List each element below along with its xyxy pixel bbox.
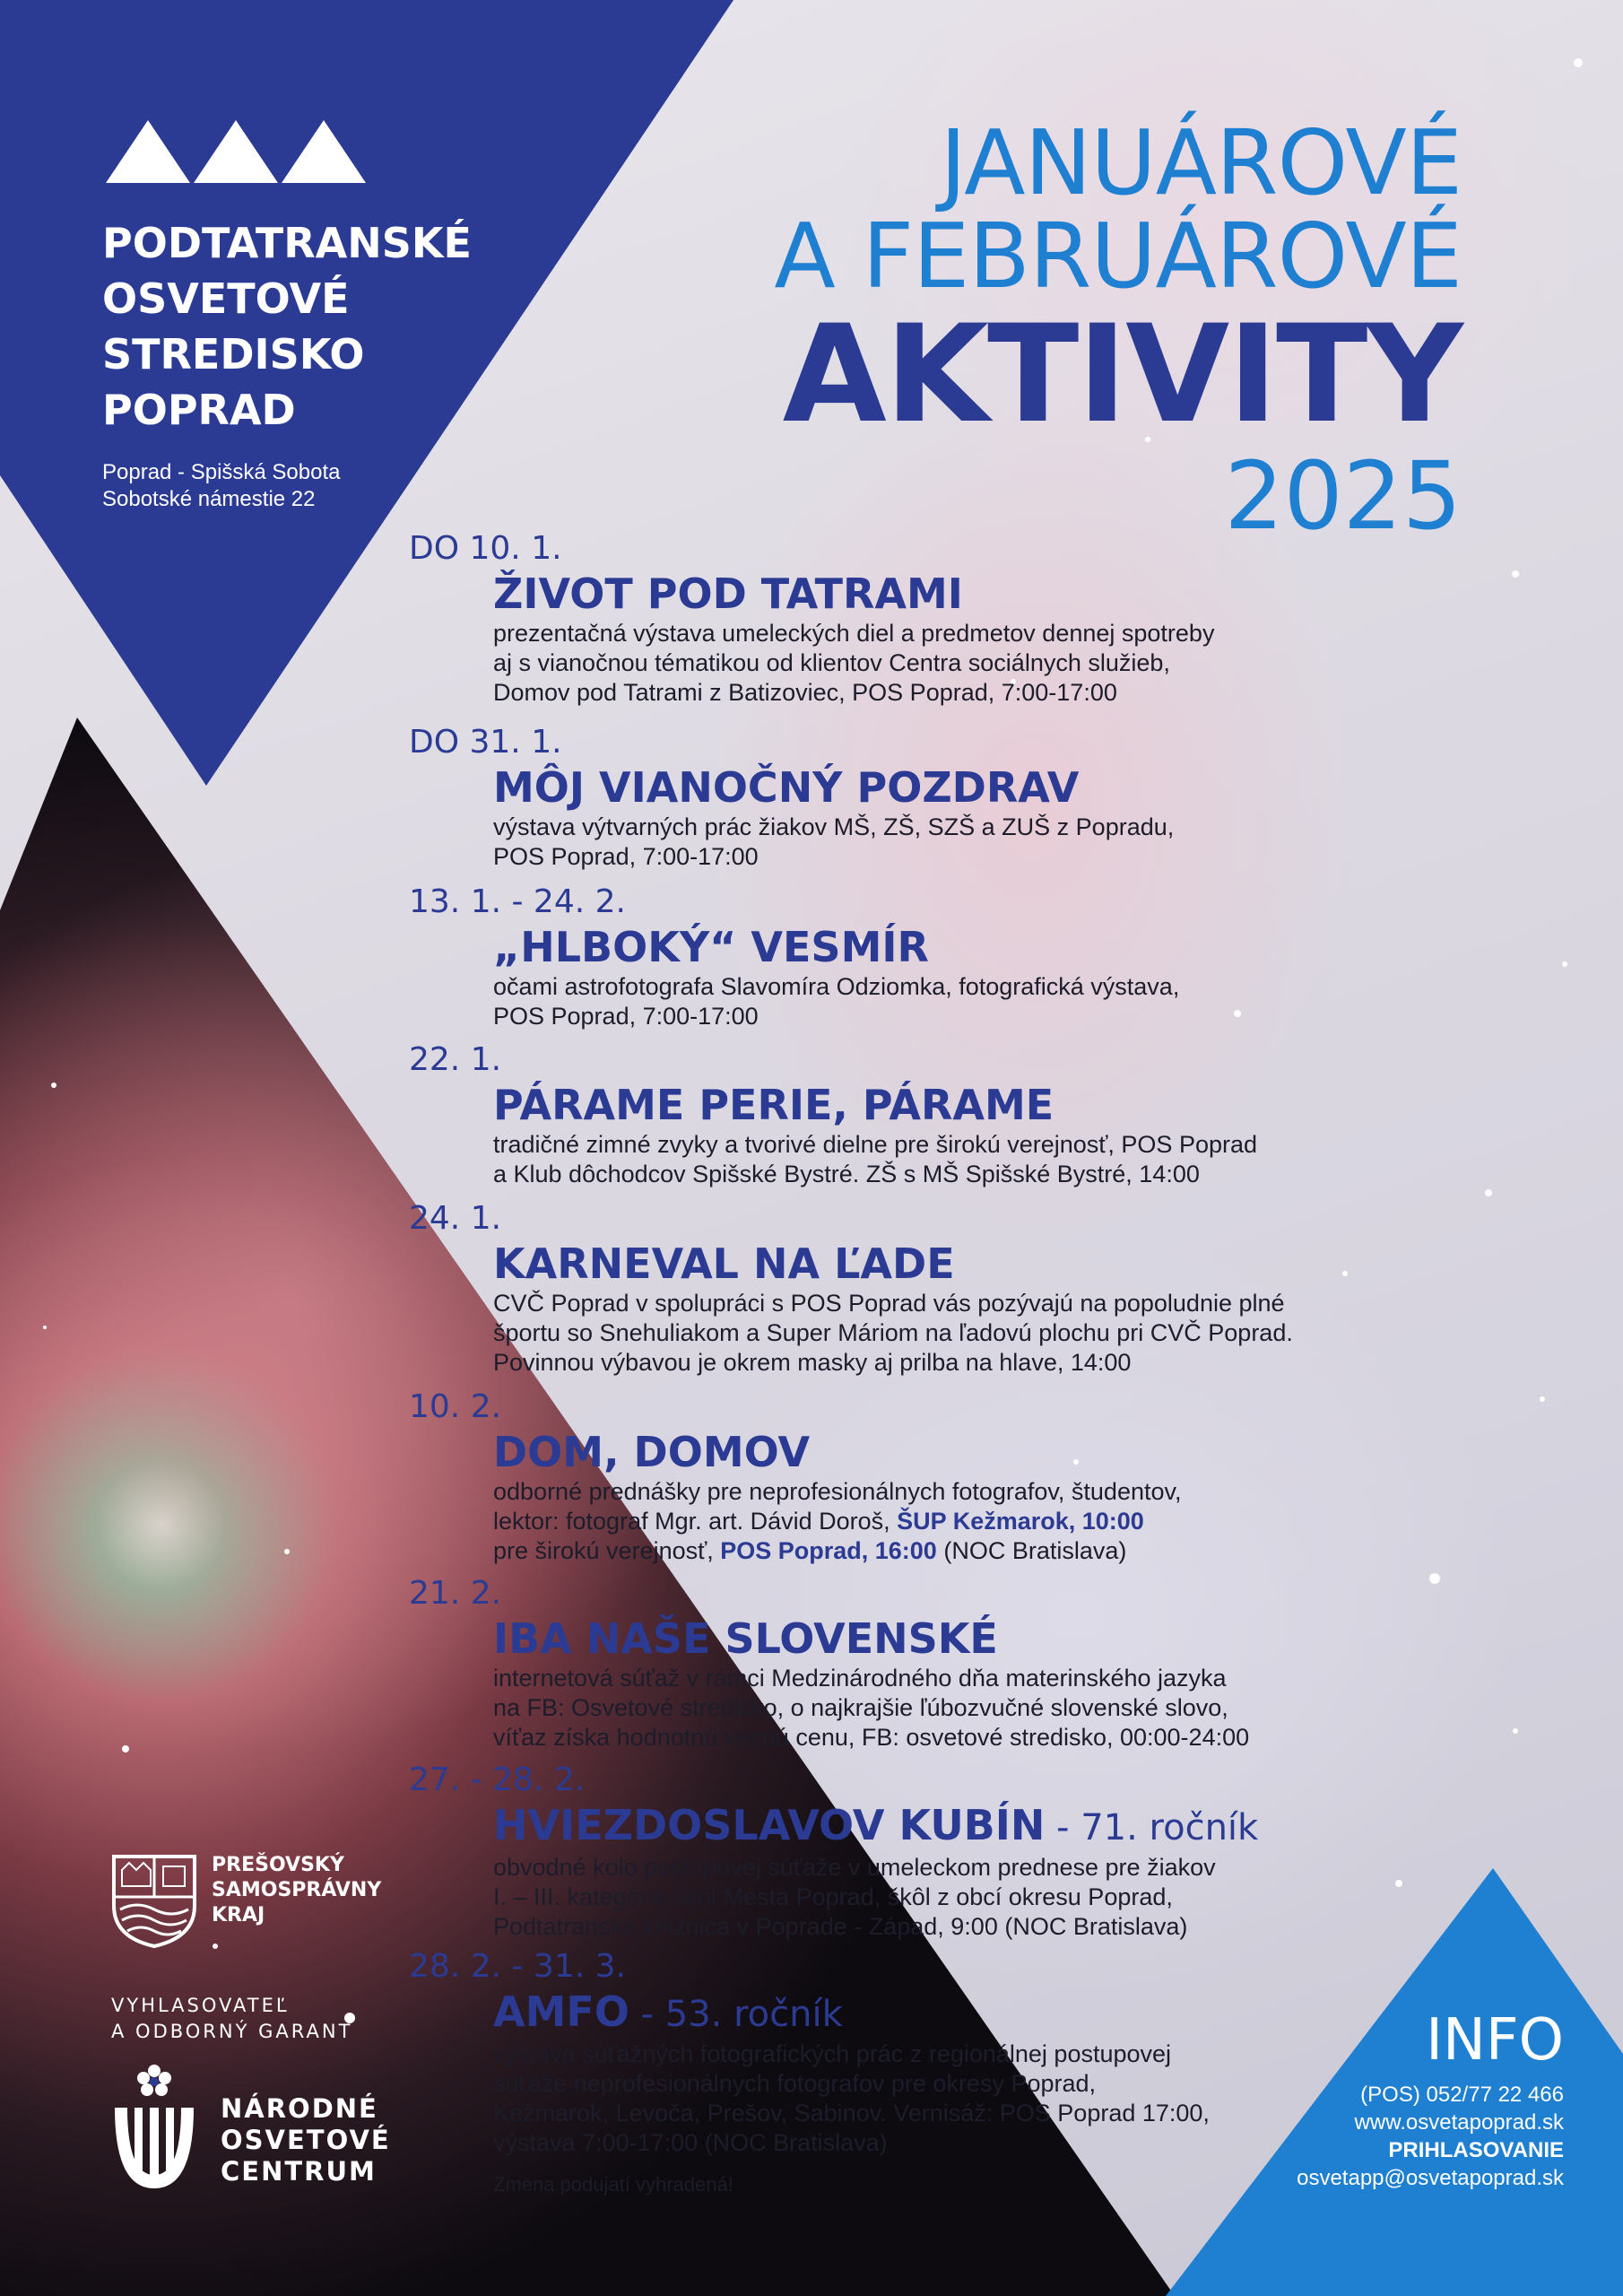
event-description — [493, 1289, 1440, 1378]
desc-highlight: POS Poprad, 16:00 — [720, 1537, 937, 1564]
event-item — [409, 1199, 1440, 1378]
event-title: PÁRAME PERIE, PÁRAME — [493, 1081, 1055, 1129]
event-date: 27. - 28. 2. — [409, 1761, 586, 1798]
event-item — [409, 1387, 1440, 1566]
event-item — [409, 1040, 1440, 1189]
event-date: 13. 1. - 24. 2. — [409, 883, 626, 920]
desc-text: pre širokú verejnosť, — [493, 1537, 721, 1564]
event-item — [409, 1947, 1306, 2158]
psk-name-line: PREŠOVSKÝ — [212, 1854, 344, 1876]
event-title-text: AMFO — [493, 1987, 629, 2036]
noc-name-line: NÁRODNÉ — [221, 2093, 378, 2124]
desc-line: internetová súťaž v rámci Medzinárodného dňa materinského jazyka — [493, 1665, 1227, 1692]
headline-main: AKTIVITY — [782, 297, 1462, 453]
info-title: INFO — [1426, 2007, 1564, 2074]
headline — [520, 110, 1462, 551]
event-description — [493, 1664, 1440, 1752]
event-title — [493, 1800, 1440, 1853]
headline-line1: JANUÁROVÉ — [940, 110, 1462, 215]
event-description — [493, 972, 1440, 1031]
desc-line: výstava súťažných fotografických prác z regionálnej postupovej — [493, 2040, 1172, 2067]
event-description — [493, 813, 1440, 872]
event-description — [493, 1853, 1440, 1942]
info-registration-label: PRIHLASOVANIE — [1388, 2138, 1564, 2162]
info-block — [1187, 2009, 1564, 2192]
desc-line: tradičné zimné zvyky a tvorivé dielne pre širokú verejnosť, POS Poprad — [493, 1131, 1258, 1158]
event-date: 10. 2. — [409, 1388, 502, 1425]
desc-line: Povinnou výbavou je okrem masky aj prilba na hlave, 14:00 — [493, 1349, 1132, 1376]
event-title-text: HVIEZDOSLAVOV KUBÍN — [493, 1801, 1046, 1849]
event-title: ŽIVOT POD TATRAMI — [493, 570, 963, 618]
desc-line — [493, 1507, 1440, 1536]
event-subtitle: - 71. ročník — [1045, 1807, 1259, 1848]
address-line: Poprad - Spišská Sobota — [102, 460, 341, 484]
event-item — [409, 723, 1440, 872]
desc-line: športu so Snehuliakom a Super Máriom na ľadovú plochu pri CVČ Poprad. — [493, 1319, 1293, 1346]
headline-year: 2025 — [1224, 441, 1462, 551]
desc-line: a Klub dôchodcov Spišské Bystré. ZŠ s MŠ Spišské Bystré, 14:00 — [493, 1161, 1200, 1187]
event-item — [409, 1761, 1440, 1942]
event-description — [493, 2039, 1306, 2158]
desc-line — [493, 1536, 1440, 1566]
three-triangles-logo-icon — [106, 120, 366, 183]
desc-line: očami astrofotografa Slavomíra Odziomka, fotografická výstava, — [493, 973, 1180, 1000]
psk-name-line: SAMOSPRÁVNY — [212, 1879, 382, 1901]
desc-line: aj s vianočnou tématikou od klientov Centra sociálnych služieb, — [493, 649, 1170, 676]
event-description — [493, 1130, 1440, 1189]
desc-text: lektor: fotograf Mgr. art. Dávid Doroš, — [493, 1508, 898, 1535]
organization-name — [102, 215, 472, 438]
desc-text: (NOC Bratislava) — [936, 1537, 1127, 1564]
desc-line: I. – III. kategórie škôl Mesta Poprad, škôl z obcí okresu Poprad, — [493, 1883, 1173, 1910]
address-line: Sobotské námestie 22 — [102, 487, 316, 511]
garant-line: VYHLASOVATEĽ — [111, 1995, 290, 2016]
garant-label — [111, 1993, 352, 2045]
garant-line: A ODBORNÝ GARANT — [111, 2021, 353, 2042]
event-date: DO 10. 1. — [409, 530, 562, 567]
event-title: KARNEVAL NA ĽADE — [493, 1239, 955, 1288]
desc-line: POS Poprad, 7:00-17:00 — [493, 843, 759, 870]
info-phone: (POS) 052/77 22 466 — [1360, 2083, 1564, 2107]
noc-name — [221, 2093, 391, 2187]
desc-highlight: ŠUP Kežmarok, 10:00 — [897, 1508, 1144, 1535]
desc-line: Kežmarok, Levoča, Prešov, Sabinov. Vernisáž: POS Poprad 17:00, — [493, 2100, 1210, 2126]
desc-line: Podtatranská knižnica v Poprade - Západ, 9:00 (NOC Bratislava) — [493, 1913, 1188, 1940]
event-date: 22. 1. — [409, 1041, 502, 1078]
noc-name-line: OSVETOVÉ — [221, 2125, 391, 2155]
desc-line: prezentačná výstava umeleckých diel a predmetov dennej spotreby — [493, 620, 1215, 647]
event-date: DO 31. 1. — [409, 724, 562, 761]
event-title: „HLBOKÝ“ VESMÍR — [493, 923, 929, 971]
event-date: 21. 2. — [409, 1575, 502, 1612]
organization-city: POPRAD — [102, 386, 296, 434]
event-title: DOM, DOMOV — [493, 1428, 811, 1476]
headline-line2: A FEBRUÁROVÉ — [774, 204, 1462, 309]
noc-name-line: CENTRUM — [221, 2156, 377, 2187]
event-item — [409, 529, 1440, 708]
desc-line: CVČ Poprad v spolupráci s POS Poprad vás pozývajú na popoludnie plné — [493, 1290, 1285, 1317]
event-subtitle: - 53. ročník — [629, 1994, 843, 2035]
event-title — [493, 1987, 1306, 2039]
noc-flower-logo-icon — [109, 2058, 199, 2193]
event-title: MÔJ VIANOČNÝ POZDRAV — [493, 763, 1080, 812]
event-description — [493, 1477, 1440, 1566]
coat-of-arms-icon — [109, 1852, 199, 1951]
event-item — [409, 1574, 1440, 1752]
event-item — [409, 883, 1440, 1031]
event-description — [493, 619, 1440, 708]
info-website-link[interactable]: www.osvetapoprad.sk — [1354, 2110, 1564, 2135]
desc-line: výstava 7:00-17:00 (NOC Bratislava) — [493, 2129, 888, 2156]
desc-line: víťaz získa hodnotnú vecnú cenu, FB: osvetové stredisko, 00:00-24:00 — [493, 1724, 1250, 1751]
desc-line: výstava výtvarných prác žiakov MŠ, ZŠ, SZŠ a ZUŠ z Popradu, — [493, 813, 1175, 840]
desc-line: obvodné kolo postupovej súťaže v umeleckom prednese pre žiakov — [493, 1854, 1216, 1881]
desc-line: Domov pod Tatrami z Batizoviec, POS Poprad, 7:00-17:00 — [493, 679, 1117, 706]
desc-line: na FB: Osvetové stredisko, o najkrajšie ľúbozvučné slovenské slovo, — [493, 1694, 1228, 1721]
event-title: IBA NAŠE SLOVENSKÉ — [493, 1614, 998, 1663]
organization-name-line: STREDISKO — [102, 330, 365, 378]
event-date: 24. 1. — [409, 1200, 502, 1237]
event-date: 28. 2. - 31. 3. — [409, 1948, 626, 1985]
desc-line: odborné prednášky pre neprofesionálnych fotografov, študentov, — [493, 1478, 1182, 1505]
organization-address — [102, 459, 341, 513]
disclaimer-note: Zmena podujatí vyhradená! — [493, 2173, 733, 2196]
desc-line: POS Poprad, 7:00-17:00 — [493, 1003, 759, 1030]
psk-name — [212, 1853, 381, 1928]
organization-name-line: PODTATRANSKÉ — [102, 219, 472, 267]
info-lines — [1187, 2081, 1564, 2192]
desc-line: súťaže neprofesionálnych fotografov pre okresy Poprad, — [493, 2070, 1097, 2097]
organization-name-line: OSVETOVÉ — [102, 274, 350, 323]
psk-name-line: KRAJ — [212, 1904, 265, 1926]
info-email-link[interactable]: osvetapp@osvetapoprad.sk — [1297, 2166, 1564, 2190]
